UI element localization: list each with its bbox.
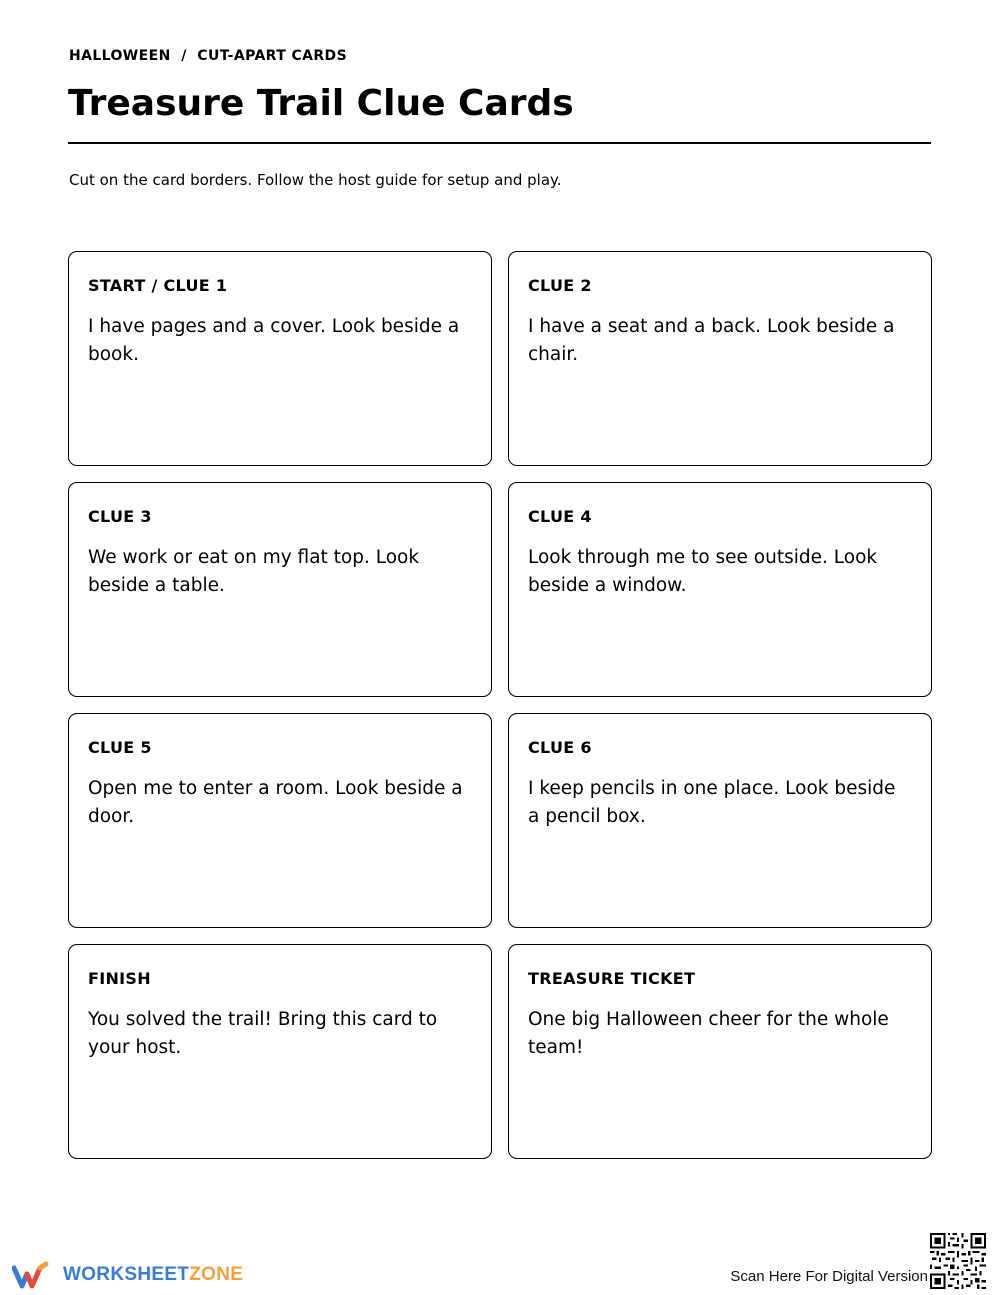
card-text: One big Halloween cheer for the whole team! [528,1009,889,1058]
card-label: TREASURE TICKET [528,969,696,988]
clue-card [508,251,932,466]
card-label: START / CLUE 1 [88,276,228,295]
breadcrumb: HALLOWEEN / CUT-APART CARDS [69,48,348,64]
card-text: I have pages and a cover. Look beside a book. [88,316,460,365]
clue-card [68,713,492,928]
finish-card [68,944,492,1159]
qr-code-icon[interactable] [930,1233,986,1289]
page-title: Treasure Trail Clue Cards [68,83,574,124]
treasure-ticket-card [508,944,932,1159]
card-label: CLUE 6 [528,738,592,757]
worksheetzone-logo[interactable] [12,1260,243,1290]
clue-card [68,482,492,697]
card-label: CLUE 4 [528,507,592,526]
card-label: CLUE 3 [88,507,152,526]
clue-card [68,251,492,466]
clue-card [508,482,932,697]
card-text: I keep pencils in one place. Look beside a pencil box. [528,778,896,827]
logo-text [63,1264,243,1286]
scan-caption: Scan Here For Digital Version [730,1268,928,1285]
logo-text-worksheet: WORKSHEET [63,1264,190,1285]
logo-text-zone: ZONE [189,1264,244,1285]
card-label: CLUE 2 [528,276,592,295]
instructions-text: Cut on the card borders. Follow the host guide for setup and play. [69,171,562,189]
card-grid [68,251,932,1159]
card-text: Open me to enter a room. Look beside a door. [88,778,463,827]
clue-card [508,713,932,928]
card-text: Look through me to see outside. Look beside a window. [528,547,878,596]
worksheetzone-logo-icon [12,1260,54,1290]
card-label: FINISH [88,969,151,988]
card-label: CLUE 5 [88,738,152,757]
card-text: We work or eat on my flat top. Look beside a table. [88,547,420,596]
card-text: I have a seat and a back. Look beside a chair. [528,316,895,365]
title-divider [68,142,931,144]
card-text: You solved the trail! Bring this card to your host. [88,1009,438,1058]
